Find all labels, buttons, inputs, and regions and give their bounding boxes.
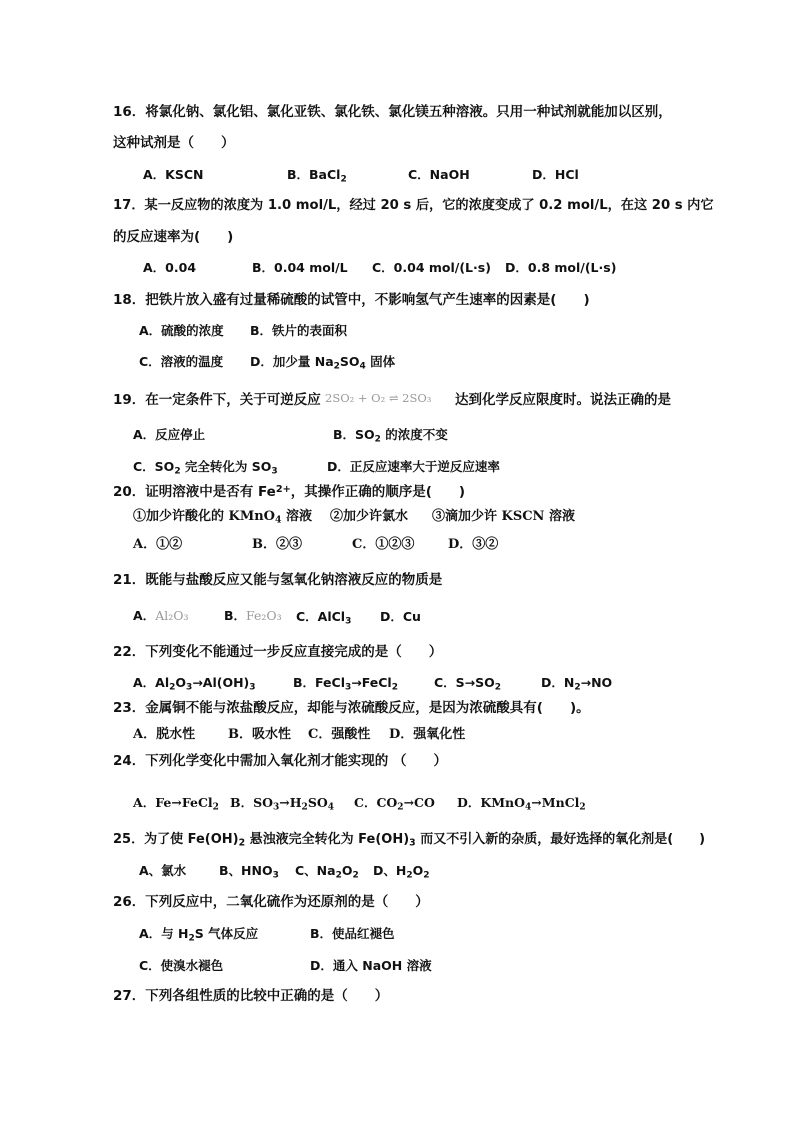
q17-line1: 17．某一反应物的浓度为 1.0 mol/L，经过 20 s 后，它的浓度变成了 0.2 mol/L，在这 20 s 内它 <box>113 198 714 213</box>
q21-option-a-formula: Al₂O₃ <box>155 608 189 623</box>
q22-option-b: B．FeCl$_3$→FeCl$_2$ <box>293 675 398 693</box>
q21-option-a: A．Al₂O₃ <box>133 608 189 623</box>
q20-option-d: D．③② <box>448 537 499 552</box>
q20-step-1: ①加少许酸化的 KMnO$_4$ 溶液 <box>133 509 313 526</box>
q17-option-d: D．0.8 mol/(L·s) <box>505 260 617 275</box>
q20-option-a: A．①② <box>133 537 183 552</box>
q19-option-b: B．$SO_2$ 的浓度不变 <box>333 427 448 445</box>
q21-line1: 21．既能与盐酸反应又能与氢氧化钠溶液反应的物质是 <box>113 572 443 588</box>
q16-option-b: B．BaCl$_2$ <box>287 167 347 185</box>
q26-option-a: A．与 $H_2S$ 气体反应 <box>139 926 259 944</box>
q20-option-c: C．①②③ <box>352 537 415 552</box>
q20-step-2: ②加少许氯水 <box>330 509 409 524</box>
q27-line1: 27．下列各组性质的比较中正确的是（ ） <box>113 988 389 1004</box>
q24-option-c: C．$CO_2\to CO$ <box>354 795 435 813</box>
q22-line1: 22．下列变化不能通过一步反应直接完成的是（ ） <box>113 644 443 660</box>
q21-option-d: D．Cu <box>380 609 421 624</box>
q25-option-c: C、$Na_2O_2$ <box>295 863 359 881</box>
q19-line1-pre: 19．在一定条件下，关于可逆反应 <box>113 392 321 408</box>
q21-option-b: B．Fe₂O₃ <box>224 608 282 623</box>
q19-option-a: A．反应停止 <box>133 427 206 442</box>
q16-option-a: A．KSCN <box>143 167 204 182</box>
q18-option-b: B．铁片的表面积 <box>250 323 348 338</box>
q19-equation: 2SO₂ + O₂ ⇌ 2SO₃ <box>325 391 432 405</box>
q24-option-a: A．Fe→FeCl$_2$ <box>133 795 219 813</box>
q20-line1: 20．证明溶液中是否有 $Fe^{2+}$，其操作正确的顺序是( ) <box>113 484 466 500</box>
q26-option-b: B．使品红褪色 <box>310 926 395 941</box>
q16-option-d: D．HCl <box>532 167 579 182</box>
q23-option-a: A．脱水性 <box>133 727 196 742</box>
q23-option-c: C．强酸性 <box>308 727 371 742</box>
q20-option-b: B．②③ <box>252 537 302 552</box>
q25-option-a: A、氯水 <box>139 863 187 878</box>
q22-option-c: C．$S\to SO_2$ <box>434 675 502 693</box>
q17-option-b: B．0.04 mol/L <box>252 260 348 275</box>
q23-option-d: D．强氧化性 <box>389 727 466 742</box>
q25-line1: 25．为了使 $Fe(OH)_2$ 悬浊液完全转化为 $Fe(OH)_3$ 而又不引入新的杂质，最好选择的氧化剂是( ) <box>113 832 706 849</box>
q18-line1: 18．把铁片放入盛有过量稀硫酸的试管中，不影响氢气产生速率的因素是( ) <box>113 292 590 308</box>
q17-line2: 的反应速率为( ) <box>113 229 234 245</box>
q18-option-a: A．硫酸的浓度 <box>139 323 224 338</box>
q17-option-a: A．0.04 <box>143 260 197 275</box>
q26-option-d: D．通入 NaOH 溶液 <box>310 958 432 973</box>
q16-line2: 这种试剂是（ ） <box>113 135 235 151</box>
q23-line1: 23．金属铜不能与浓盐酸反应，却能与浓硫酸反应，是因为浓硫酸具有( )。 <box>113 700 590 716</box>
q18-option-d: D．加少量 $Na_2SO_4$ 固体 <box>250 354 396 372</box>
q22-option-a: A．$Al_2O_3\to Al(OH)_3$ <box>133 675 256 693</box>
q23-option-b: B．吸水性 <box>228 727 291 742</box>
q21-option-c: C．AlCl$_3$ <box>296 609 352 627</box>
q24-option-b: B．$SO_3\to H_2SO_4$ <box>230 795 334 813</box>
q21-option-b-formula: Fe₂O₃ <box>246 608 282 623</box>
q19-line1-post: 达到化学反应限度时。说法正确的是 <box>455 392 671 408</box>
q25-option-b: B、$HNO_3$ <box>219 863 279 881</box>
q17-option-c: C．0.04 mol/(L·s) <box>372 260 491 275</box>
q24-line1: 24．下列化学变化中需加入氧化剂才能实现的 （ ） <box>113 753 447 769</box>
q16-line1: 16．将氯化钠、氯化铝、氯化亚铁、氯化铁、氯化镁五种溶液。只用一种试剂就能加以区别， <box>113 104 672 120</box>
q24-option-d: D．KMnO$_4$→MnCl$_2$ <box>457 795 586 813</box>
q26-line1: 26．下列反应中，二氧化硫作为还原剂的是（ ） <box>113 894 429 910</box>
q16-option-c: C．NaOH <box>408 167 470 182</box>
q26-option-c: C．使溴水褪色 <box>139 958 224 973</box>
q18-option-c: C．溶液的温度 <box>139 354 224 369</box>
q19-option-d: D．正反应速率大于逆反应速率 <box>327 459 500 474</box>
q22-option-d: D．$N_2\to NO$ <box>541 675 613 693</box>
q25-option-d: D、$H_2O_2$ <box>373 863 430 881</box>
q20-step-3: ③滴加少许 KSCN 溶液 <box>432 509 575 524</box>
q19-option-c: C．$SO_2$ 完全转化为 $SO_3$ <box>133 459 278 477</box>
